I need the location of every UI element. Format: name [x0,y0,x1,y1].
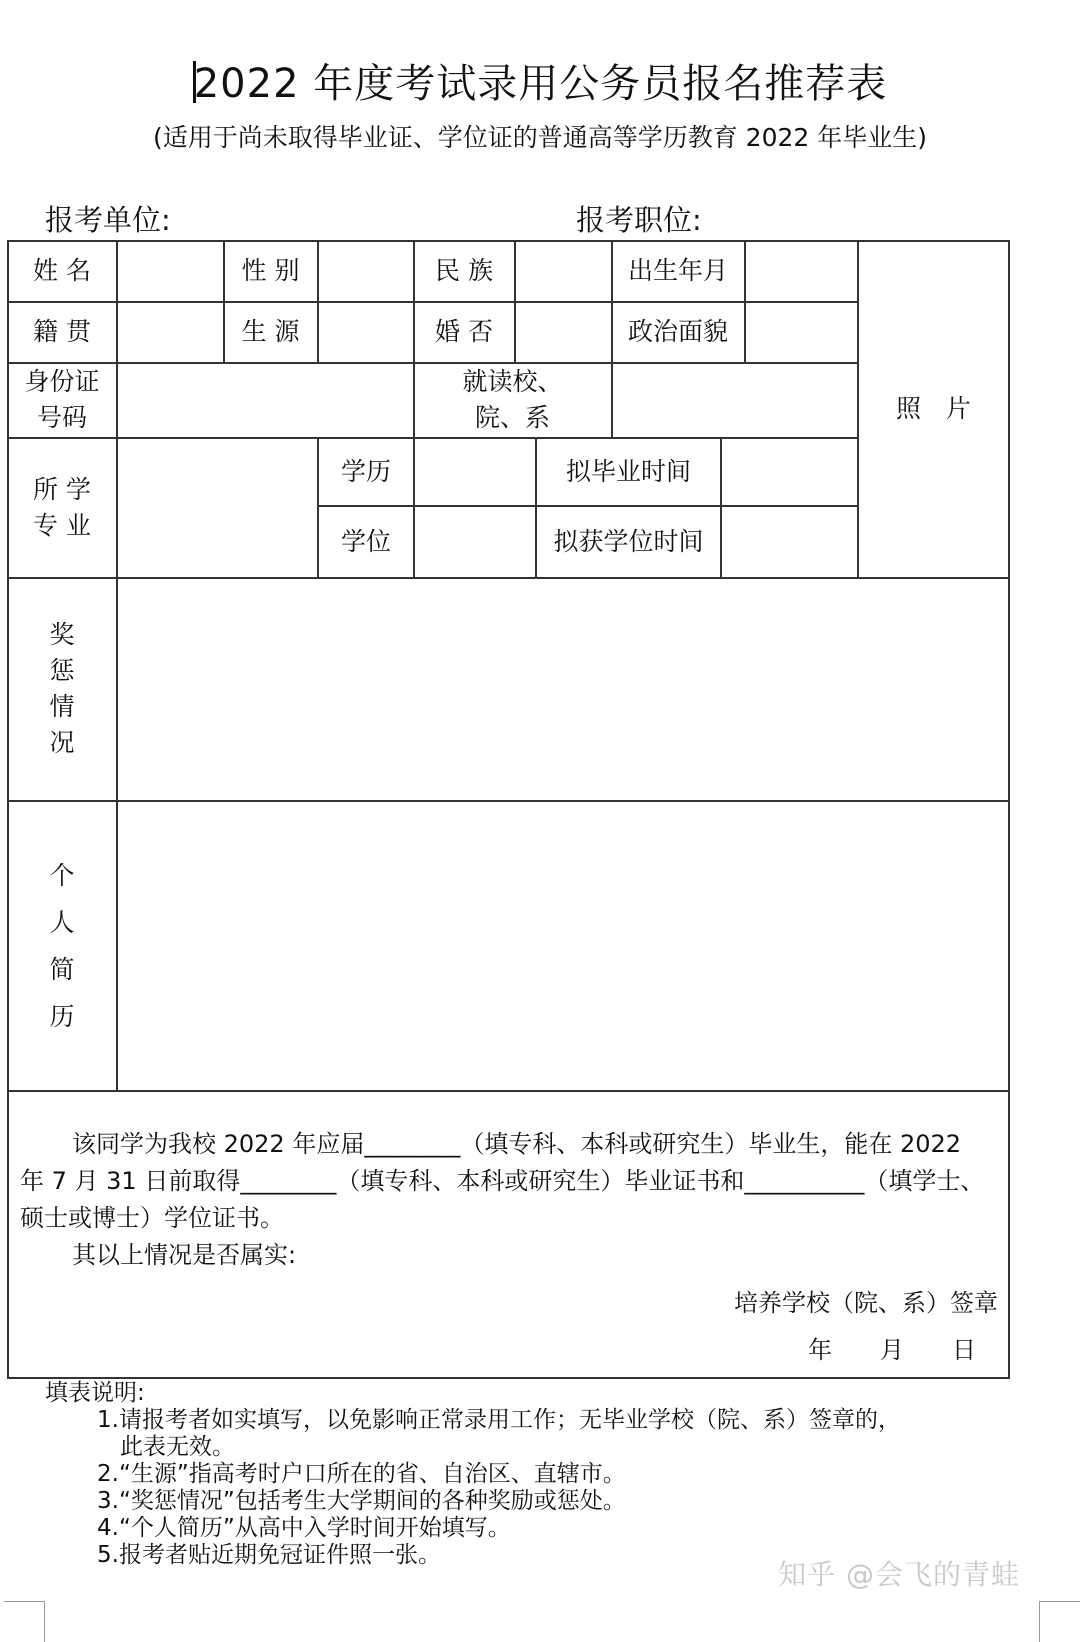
label-awards: 奖 惩 情 况 [49,620,75,757]
row-divider [7,1090,1010,1092]
input-ethnicity[interactable] [516,241,611,301]
label-id-number: 身份证 号码 [24,367,100,432]
label-major: 所 学 专 业 [33,474,91,540]
notes-heading: 填表说明: [45,1380,145,1406]
input-resume[interactable] [118,801,1008,1090]
input-major[interactable] [118,438,317,577]
input-native-place[interactable] [118,302,223,362]
input-degree[interactable] [415,506,535,577]
label-graduation-time: 拟毕业时间 [565,456,691,486]
photo-placeholder[interactable]: 照 片 [895,394,971,423]
note-item: 5.报考者贴近期免冠证件照一张。 [97,1542,441,1568]
input-marital[interactable] [516,302,611,362]
label-marital: 婚 否 [435,317,493,346]
input-awards[interactable] [118,578,1008,800]
label-gender: 性 别 [241,256,300,285]
label-degree: 学位 [340,526,391,556]
statement-line-3: 硕士或博士）学位证书。 [20,1204,284,1232]
page-subtitle: (适用于尚未取得毕业证、学位证的普通高等学历教育 2022 年毕业生) [152,123,928,152]
note-item: 3.“奖惩情况”包括考生大学期间的各种奖励或惩处。 [97,1488,626,1514]
input-degree-time[interactable] [722,506,857,577]
label-education: 学历 [340,456,391,486]
input-name[interactable] [118,241,223,301]
page-corner-mark [4,1601,45,1642]
table-border-bottom [7,1377,1010,1379]
label-political-status: 政治面貌 [627,317,728,346]
input-id-number[interactable] [118,363,413,437]
input-education[interactable] [415,438,535,505]
signature-label: 培养学校（院、系）签章 [734,1289,998,1317]
statement-line-1: 该同学为我校 2022 年应届________（填专科、本科或研究生）毕业生，能在 2022 [72,1130,962,1158]
notes-section [45,1380,901,1569]
statement-question: 其以上情况是否属实: [72,1241,297,1269]
label-degree-time: 拟获学位时间 [553,526,704,556]
note-item: 4.“个人简历”从高中入学时间开始填写。 [97,1515,511,1541]
note-item-continuation: 此表无效。 [120,1434,235,1460]
input-origin[interactable] [319,302,413,362]
note-item: 1.请报考者如实填写，以免影响正常录用工作；无毕业学校（院、系）签章的， [97,1407,901,1433]
input-gender[interactable] [319,241,413,301]
label-resume: 个 人 简 历 [49,860,75,1031]
apply-position-label: 报考职位: [576,203,702,237]
signature-date: 年 月 日 [808,1336,976,1364]
watermark: 知乎 @会飞的青蛙 [778,1558,1020,1591]
label-name: 姓 名 [33,256,91,285]
note-item: 2.“生源”指高考时户口所在的省、自治区、直辖市。 [97,1461,626,1487]
apply-unit-label: 报考单位: [45,203,171,237]
label-ethnicity: 民 族 [435,256,493,285]
page-corner-mark [1039,1601,1080,1642]
statement-line-2: 年 7 月 31 日前取得________（填专科、本科或研究生）毕业证书和__________（填学士、 [20,1167,985,1195]
label-native-place: 籍 贯 [33,317,91,346]
label-school: 就读校、 院、系 [462,367,563,432]
input-graduation-time[interactable] [722,438,857,505]
input-political-status[interactable] [746,302,857,362]
page-title: 2022 年度考试录用公务员报名推荐表 [193,61,888,107]
label-origin: 生 源 [241,317,300,346]
input-birth-date[interactable] [746,241,857,301]
input-school[interactable] [613,363,857,437]
label-birth-date: 出生年月 [627,256,728,285]
